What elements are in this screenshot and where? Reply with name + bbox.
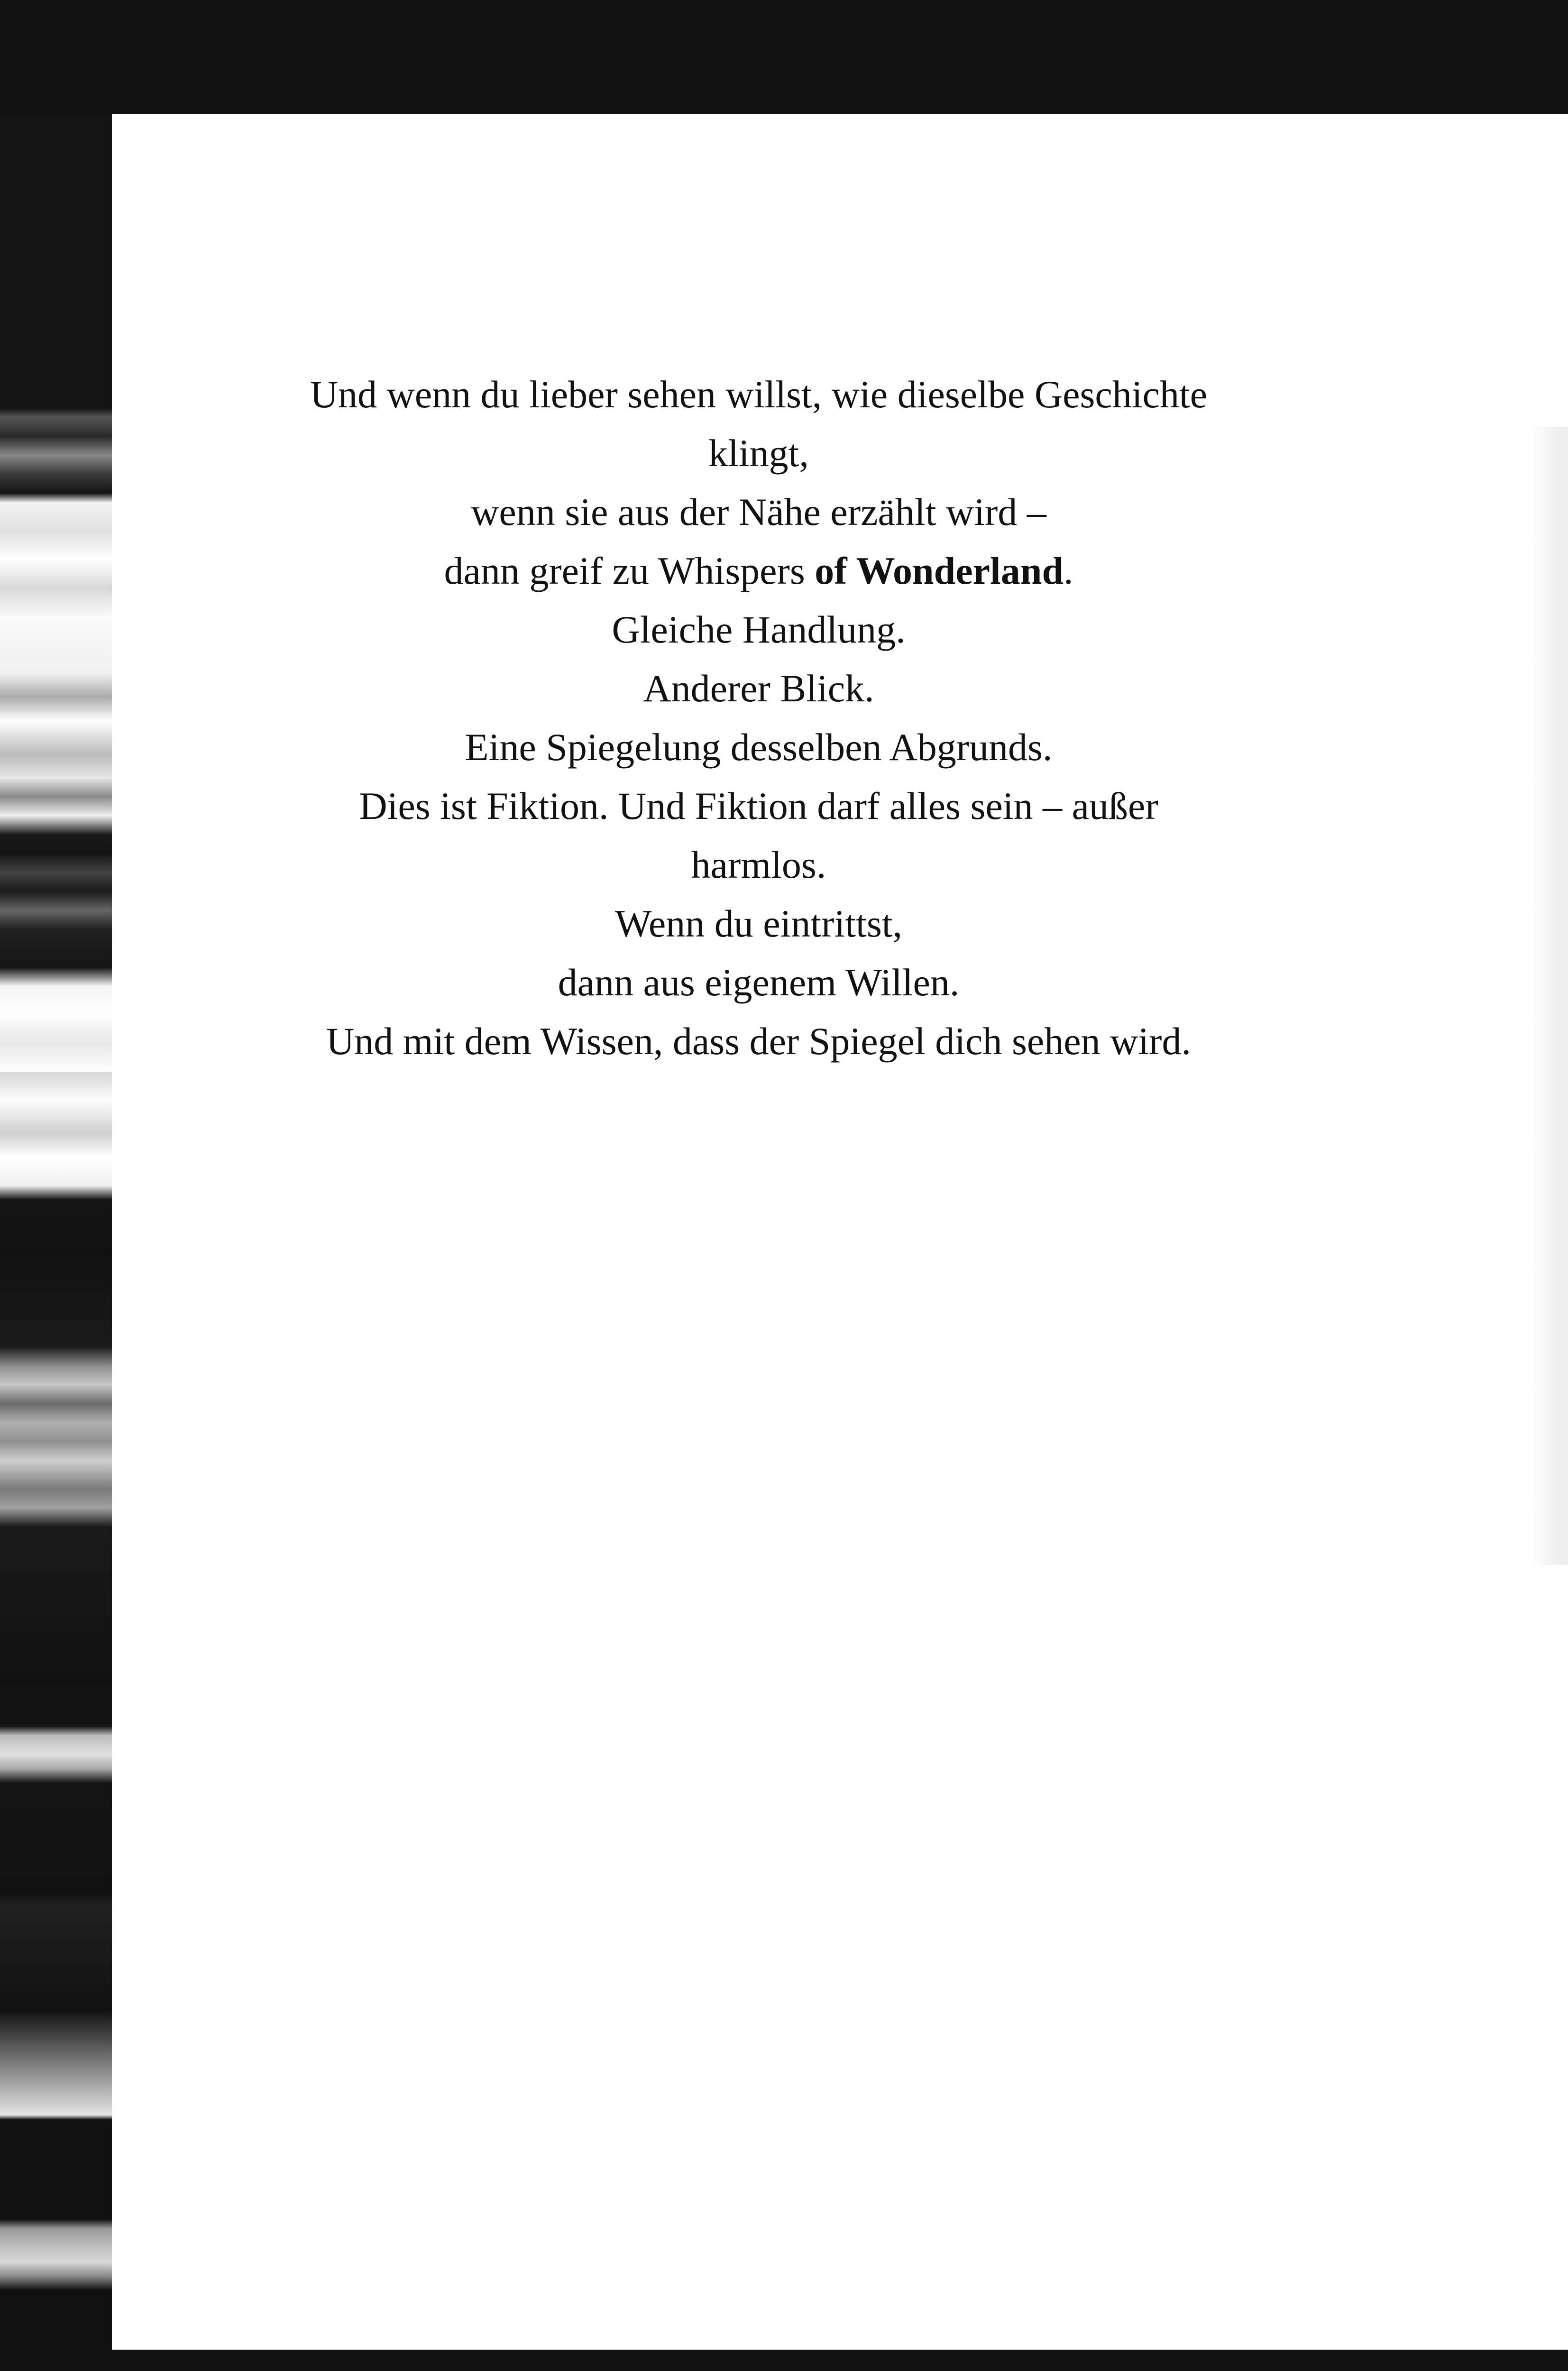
text-line: Und mit dem Wissen, dass der Spiegel dich sehen wird. — [326, 1020, 1191, 1063]
text-line: klingt, — [708, 432, 809, 475]
bottom-border — [0, 2350, 1568, 2371]
text-line: dann aus eigenem Willen. — [558, 961, 960, 1004]
text-line-prefix: dann greif zu Whispers — [444, 549, 815, 592]
text-line: harmlos. — [691, 843, 826, 886]
poem-text-block — [237, 365, 1280, 1071]
text-line: Gleiche Handlung. — [612, 608, 906, 651]
page-edge-shadow — [1531, 427, 1568, 1565]
text-line-suffix: . — [1064, 549, 1073, 592]
left-spine-strip — [0, 114, 112, 2350]
text-line: Und wenn du lieber sehen willst, wie dieselbe Geschichte — [310, 373, 1208, 416]
text-line: Dies ist Fiktion. Und Fiktion darf alles sein – außer — [359, 784, 1158, 827]
top-border — [0, 0, 1568, 114]
text-line: Anderer Blick. — [643, 667, 874, 710]
text-line: Wenn du eintrittst, — [614, 902, 903, 945]
text-line: wenn sie aus der Nähe erzählt wird – — [471, 490, 1046, 533]
text-line: Eine Spiegelung desselben Abgrunds. — [465, 726, 1053, 769]
book-title-bold: of Wonderland — [815, 549, 1064, 592]
text-line-title-reference — [237, 542, 1280, 600]
